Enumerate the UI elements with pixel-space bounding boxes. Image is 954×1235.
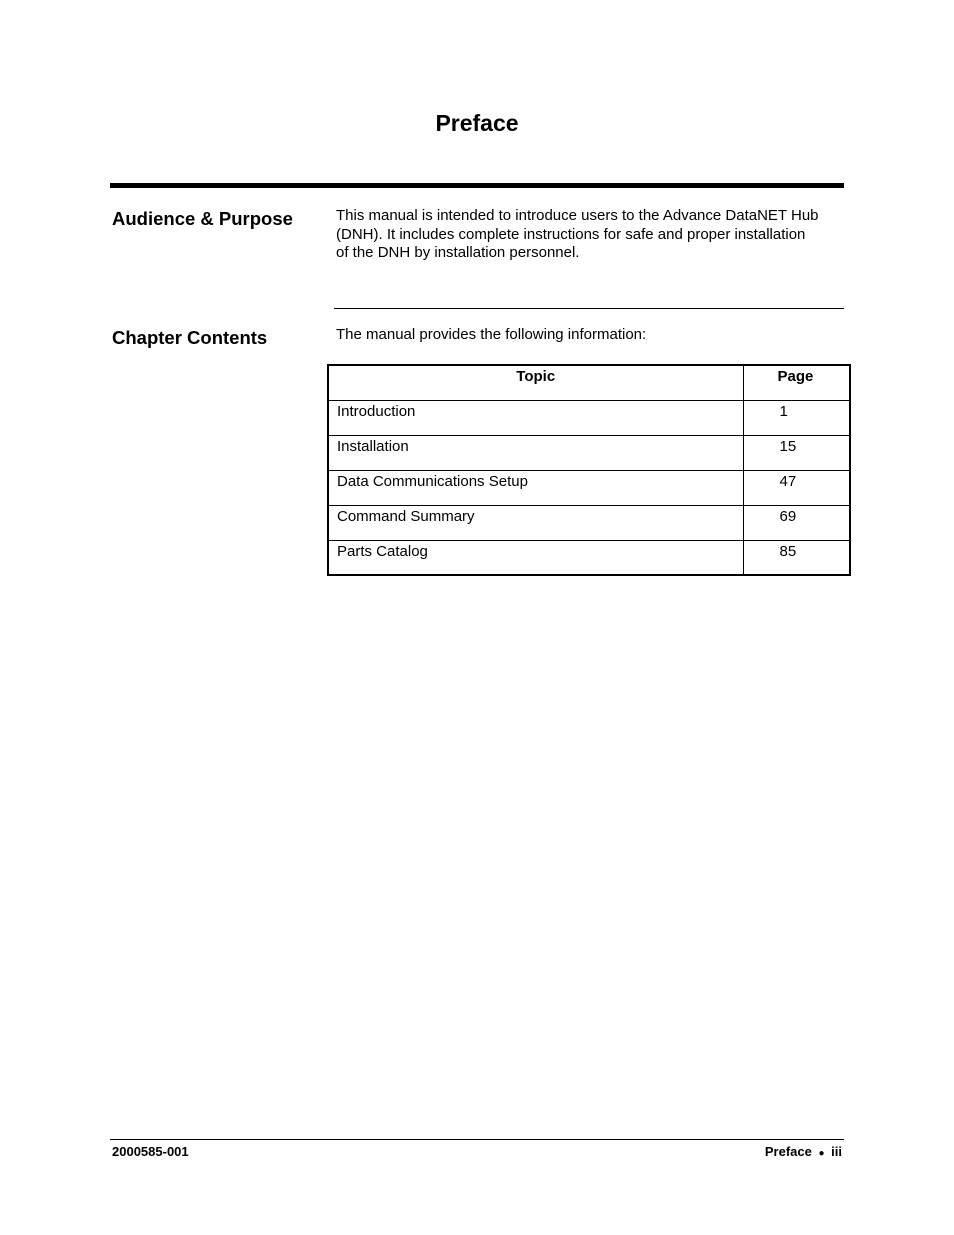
- chapter-contents-table: [327, 364, 851, 576]
- footer-page-number: iii: [831, 1144, 842, 1159]
- topic-column-header: Topic: [328, 365, 743, 400]
- page-cell: 69: [743, 505, 850, 540]
- page-cell: 15: [743, 435, 850, 470]
- footer-divider: [110, 1139, 844, 1140]
- page-column-header: Page: [743, 365, 850, 400]
- footer-bullet-icon: ●: [818, 1148, 825, 1159]
- page-cell: 85: [743, 540, 850, 575]
- page-cell: 1: [743, 400, 850, 435]
- table-row: [328, 435, 850, 470]
- audience-purpose-heading: Audience & Purpose: [112, 208, 293, 229]
- page-cell: 47: [743, 470, 850, 505]
- footer-doc-number: 2000585-001: [112, 1144, 189, 1159]
- section-divider-thick: [110, 183, 844, 188]
- chapter-contents-intro: The manual provides the following information:: [336, 326, 647, 343]
- audience-line: of the DNH by installation personnel.: [336, 244, 580, 261]
- topic-cell: Data Communications Setup: [328, 470, 743, 505]
- audience-line: (DNH). It includes complete instructions for safe and proper installation: [336, 225, 806, 243]
- table-row: [328, 505, 850, 540]
- table-row: [328, 470, 850, 505]
- page-title: Preface: [435, 110, 519, 136]
- chapter-contents-heading: Chapter Contents: [112, 327, 268, 348]
- table-row: [328, 540, 850, 575]
- topic-cell: Installation: [328, 435, 743, 470]
- topic-cell: Command Summary: [328, 505, 743, 540]
- audience-line: This manual is intended to introduce users to the Advance DataNET Hub: [336, 207, 819, 224]
- audience-purpose-text: [336, 207, 819, 263]
- table-header-row: [328, 365, 850, 400]
- footer-page-info: [765, 1144, 842, 1159]
- topic-cell: Parts Catalog: [328, 540, 743, 575]
- footer-section-name: Preface: [764, 1144, 812, 1159]
- table-row: [328, 400, 850, 435]
- section-divider-thin: [334, 308, 844, 309]
- topic-cell: Introduction: [328, 400, 743, 435]
